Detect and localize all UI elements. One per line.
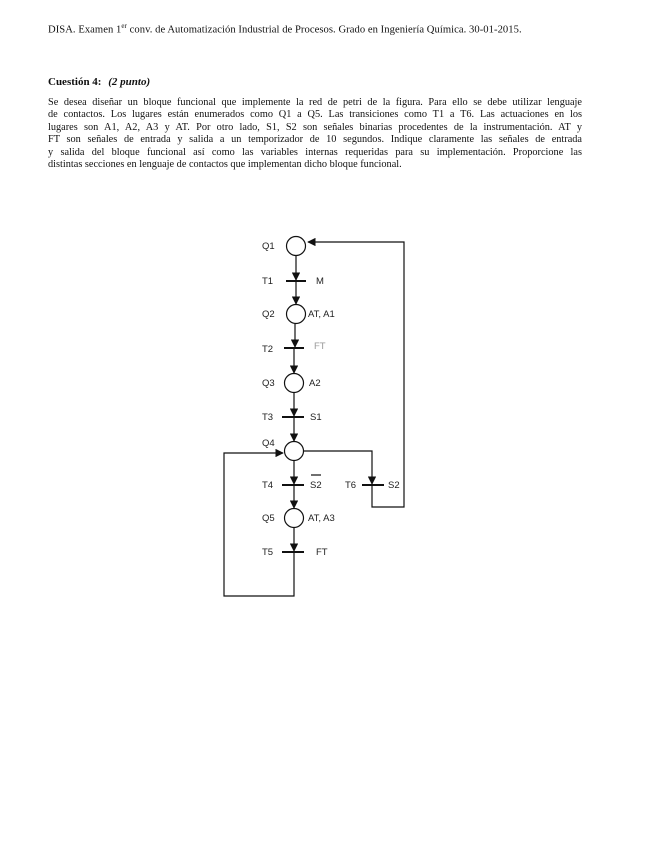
statement-line: distintas secciones en lenguaje de contactos que implementan dicho bloque funcional. [48,159,402,171]
statement-line: Se desea diseñar un bloque funcional que implemente la red de petri de la figura. Para ello se debe utilizar lenguaje [48,97,582,108]
transition-label-t3: T3 [262,412,274,423]
header-text-before: DISA. Examen 1 [48,24,122,36]
arc-t5-q4 [224,453,294,596]
transition-label-t6: T6 [345,480,357,491]
header-superscript: er [121,22,127,30]
place-label-q4: Q4 [262,438,275,449]
place-q5 [285,509,304,528]
place-action-q3: A2 [309,378,321,389]
transition-label-t1: T1 [262,276,274,287]
place-q4 [285,442,304,461]
place-action-q2: AT, A1 [308,309,335,320]
statement-line: lugares son A1, A2, A3 y AT. Por otro lado, S1, S2 son señales binarias procedentes de la instrumentación. AT y [48,121,582,133]
place-label-q1: Q1 [262,241,275,252]
place-action-q5: AT, A3 [308,513,335,524]
transition-condition-t2: FT [314,341,326,352]
place-label-q2: Q2 [262,309,275,320]
transition-condition-t5: FT [316,547,328,558]
transition-label-t4: T4 [262,480,274,491]
place-q2 [287,305,306,324]
transition-condition-t3: S1 [310,412,322,423]
statement-line: y salida del bloque funcional así como las variables internas requeridas para su implementación. Proporcione las [48,146,582,158]
transition-label-t2: T2 [262,344,274,355]
transition-condition-t6: S2 [388,480,400,491]
statement-line: FT son señales de entrada y salida a un temporizador de 10 segundos. Indique claramente las señales de entrada [48,134,582,146]
transition-label-t5: T5 [262,547,274,558]
place-q1 [287,237,306,256]
place-label-q3: Q3 [262,378,275,389]
question-number: Cuestión 4: [48,76,102,88]
question-points: (2 punto) [108,76,151,88]
transition-condition-t1: M [316,276,324,287]
header-text-after: conv. de Automatización Industrial de Procesos. Grado en Ingeniería Química. 30-01-2015. [126,24,522,36]
place-label-q5: Q5 [262,513,275,524]
transition-condition-t4: S2 [310,480,322,491]
statement-line: de contactos. Los lugares están enumerados como Q1 a Q5. Las transiciones como T1 a T6. Las actuaciones en los [48,109,582,121]
place-q3 [285,374,304,393]
